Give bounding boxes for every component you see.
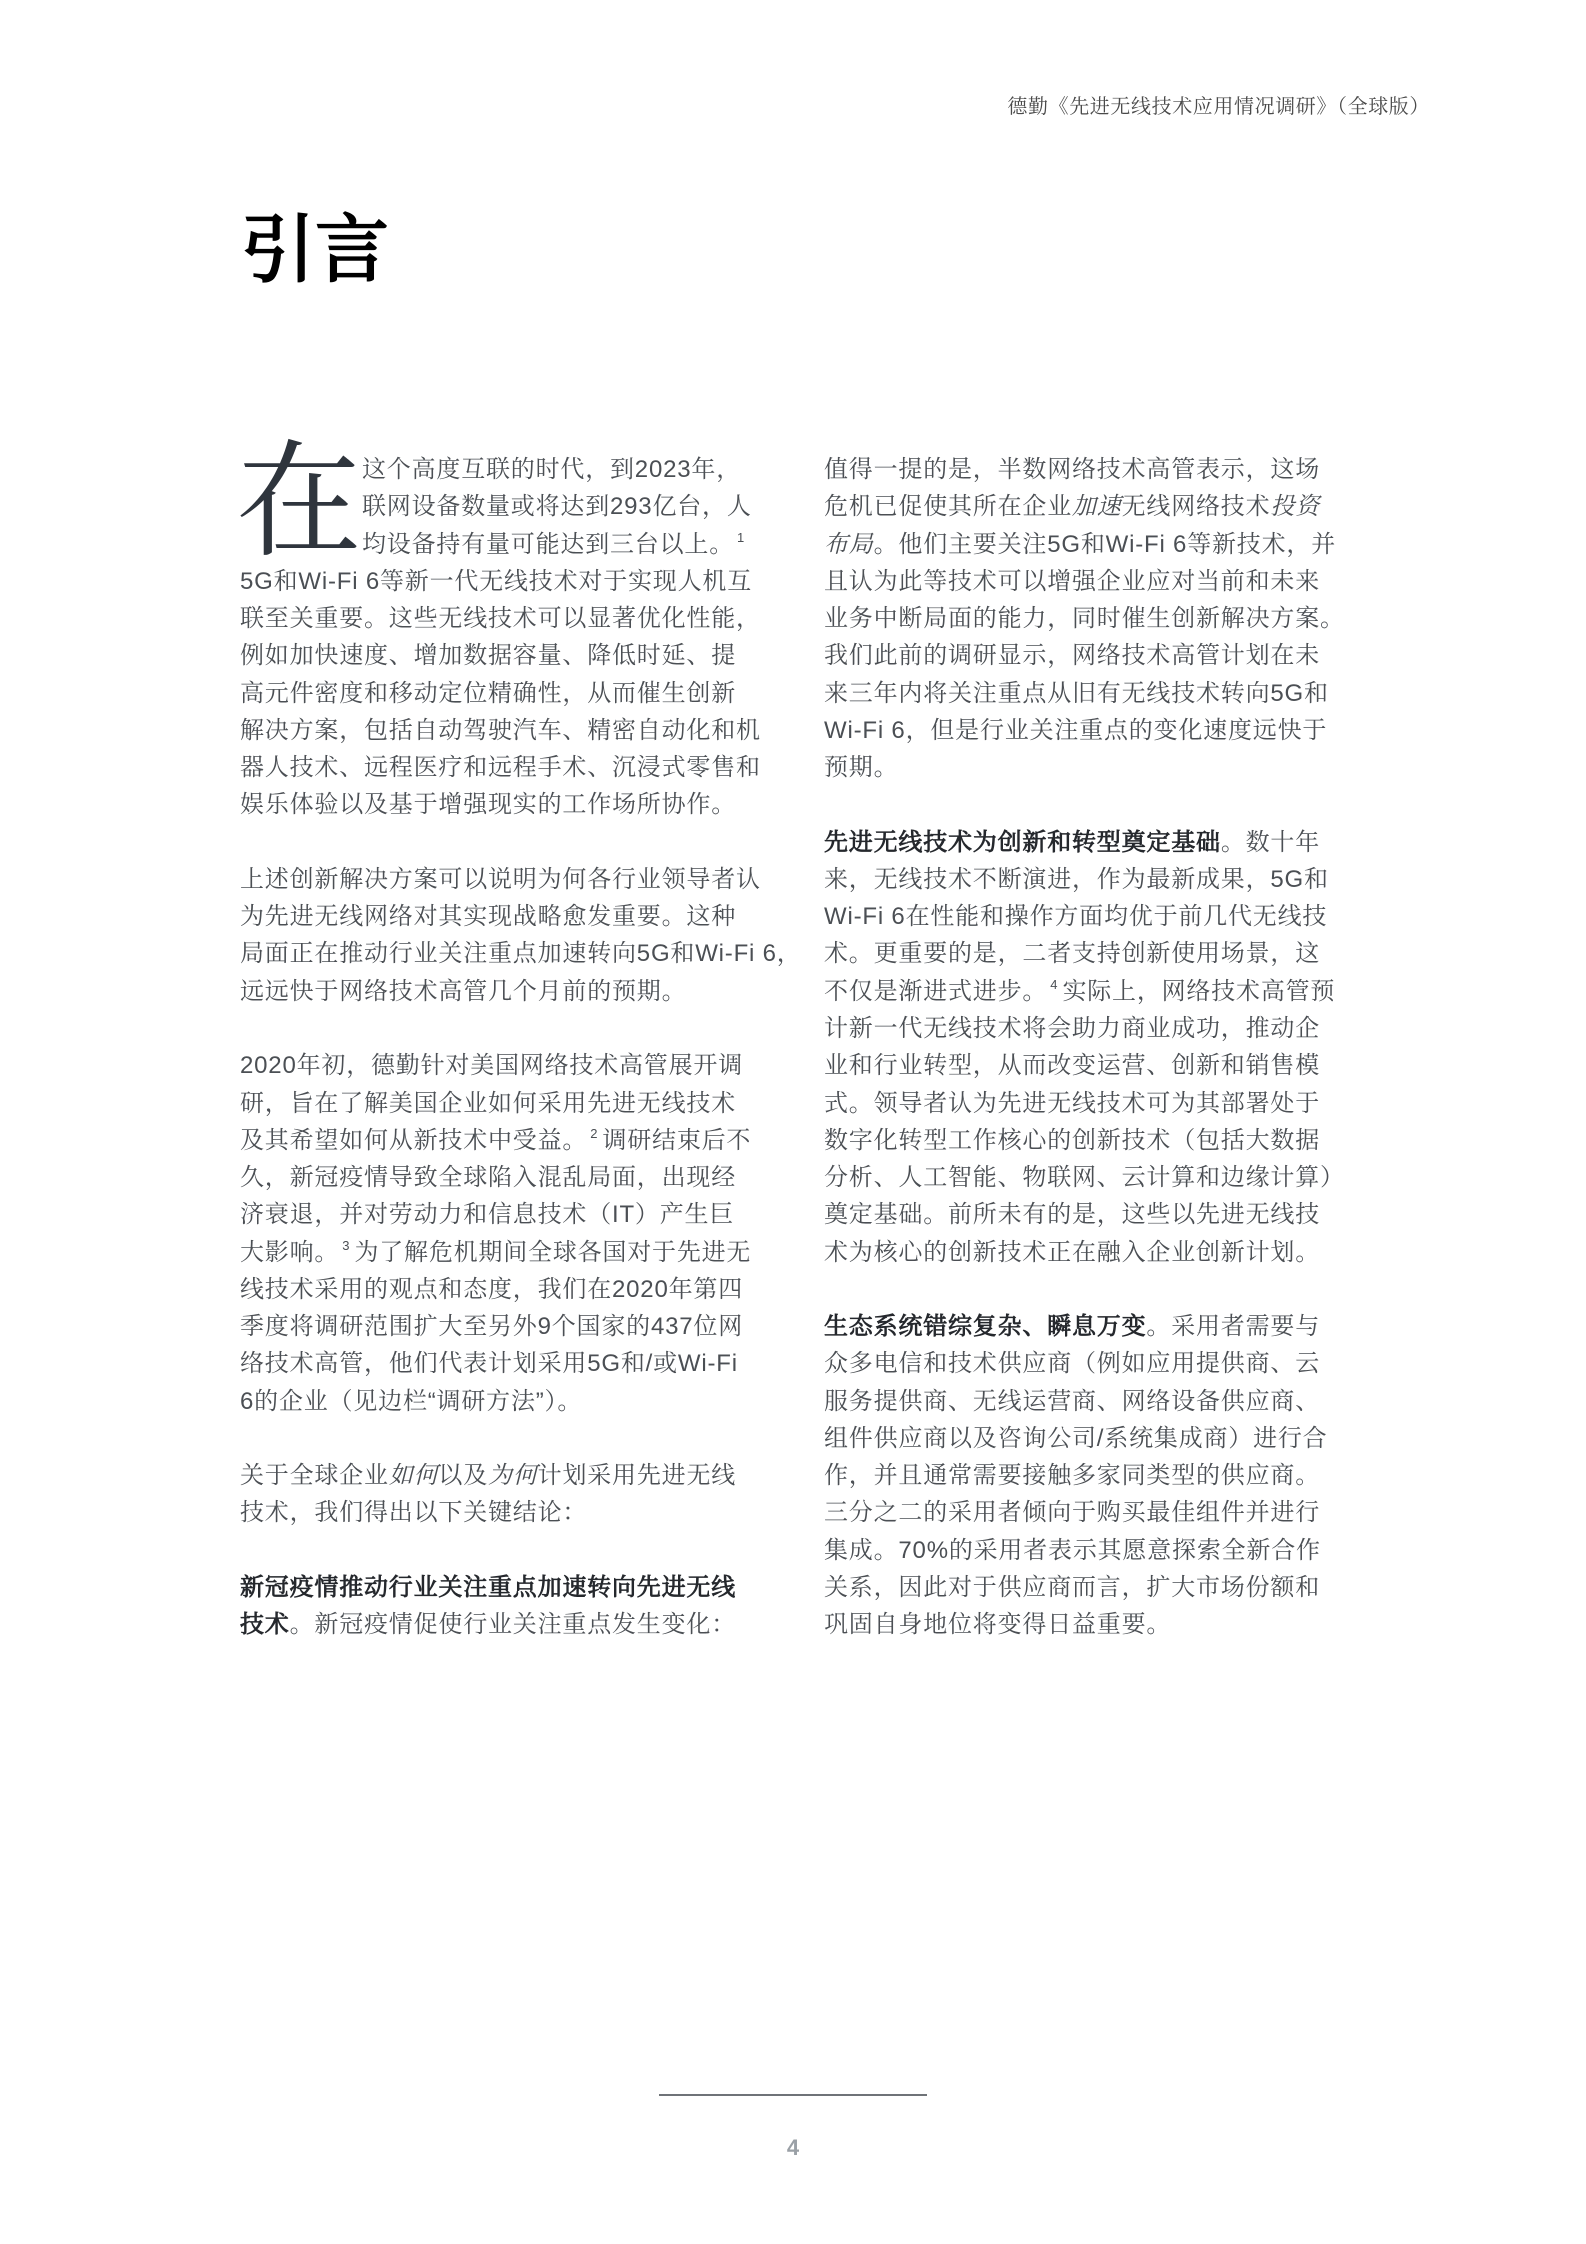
text-line	[824, 824, 1354, 861]
paragraph-finding-covid	[240, 1569, 770, 1644]
paragraph-finding-foundation	[824, 824, 1354, 1271]
paragraph-crisis-acceleration	[824, 451, 1354, 786]
text-line	[824, 1345, 1354, 1382]
paragraph-innovation	[240, 861, 802, 1010]
text-line	[824, 1532, 1354, 1569]
text-line	[240, 786, 770, 823]
text-segment: 业和行业转型，从而改变运营、创新和销售模	[824, 1052, 1320, 1080]
text-segment: 且认为此等技术可以增强企业应对当前和未来	[824, 567, 1320, 595]
text-segment: 研，旨在了解美国企业如何采用先进无线技术	[240, 1089, 736, 1117]
text-line	[824, 1494, 1354, 1531]
right-text-column	[824, 451, 1354, 1644]
text-segment: 关于全球企业	[240, 1462, 389, 1490]
text-line	[240, 637, 770, 674]
text-segment: 为先进无线网络对其实现战略愈发重要。这种	[240, 903, 736, 931]
footnote-marker: 1	[737, 529, 745, 545]
text-segment: 线技术采用的观点和态度，我们在2020年第四	[240, 1275, 743, 1303]
text-segment: 器人技术、远程医疗和远程手术、沉浸式零售和	[240, 754, 761, 782]
text-line	[240, 675, 770, 712]
text-segment: 业务中断局面的能力，同时催生创新解决方案。	[824, 605, 1345, 633]
text-segment: 数字化转型工作核心的创新技术（包括大数据	[824, 1126, 1320, 1154]
text-line	[240, 600, 770, 637]
text-segment: 预期。	[824, 754, 899, 782]
page-title: 引言	[241, 208, 389, 291]
text-line	[240, 935, 802, 972]
text-segment: 奠定基础。前所未有的是，这些以先进无线技	[824, 1201, 1320, 1229]
text-line	[240, 1569, 770, 1606]
text-segment: 集成。70%的采用者表示其愿意探索全新合作	[824, 1536, 1321, 1564]
text-segment: 技术，我们得出以下关键结论：	[240, 1499, 588, 1527]
text-segment: Wi-Fi 6在性能和操作方面均优于前几代无线技	[824, 903, 1328, 931]
text-segment: 远远快于网络技术高管几个月前的预期。	[240, 977, 687, 1005]
text-line	[240, 1606, 770, 1643]
text-line	[824, 451, 1354, 488]
text-segment: 大影响。	[240, 1238, 340, 1266]
italic-emphasis: 如何	[388, 1462, 439, 1490]
finding-heading: 新冠疫情推动行业关注重点加速转向先进无线	[240, 1573, 736, 1601]
text-line	[240, 1383, 770, 1420]
text-line	[240, 1122, 770, 1159]
text-segment: 高元件密度和移动定位精确性，从而催生创新	[240, 679, 736, 707]
text-segment: 上述创新解决方案可以说明为何各行业领导者认	[240, 865, 761, 893]
text-line	[240, 749, 770, 786]
text-line	[240, 1308, 770, 1345]
italic-emphasis: 加速	[1072, 493, 1122, 521]
running-header-title: 德勤《先进无线技术应用情况调研》（全球版）	[1007, 96, 1430, 118]
text-segment: 季度将调研范围扩大至另外9个国家的437位网	[240, 1313, 743, 1341]
italic-emphasis: 投资	[1270, 493, 1321, 521]
finding-heading: 先进无线技术为创新和转型奠定基础	[824, 828, 1221, 856]
text-segment: 关系，因此对于供应商而言，扩大市场份额和	[824, 1573, 1320, 1601]
text-segment: 术为核心的创新技术正在融入企业创新计划。	[824, 1238, 1320, 1266]
text-line	[240, 1494, 770, 1531]
text-line	[824, 712, 1354, 749]
text-segment: 我们此前的调研显示，网络技术高管计划在未	[824, 642, 1320, 670]
text-segment: 作，并且通常需要接触多家同类型的供应商。	[824, 1462, 1320, 1490]
text-segment: 调研结束后不	[602, 1126, 752, 1154]
text-segment: 联至关重要。这些无线技术可以显著优化性能，	[240, 605, 761, 633]
text-segment: 解决方案，包括自动驾驶汽车、精密自动化和机	[240, 716, 761, 744]
text-line	[824, 1383, 1354, 1420]
text-line	[824, 898, 1354, 935]
text-segment: 。采用者需要与	[1146, 1313, 1321, 1341]
text-line	[824, 1122, 1354, 1159]
text-line	[240, 1234, 770, 1271]
text-segment: 无线网络技术	[1121, 493, 1271, 521]
text-line	[824, 749, 1354, 786]
footnote-marker: 3	[342, 1237, 350, 1253]
italic-emphasis: 为何	[488, 1462, 538, 1490]
text-segment: 为了解危机期间全球各国对于先进无	[354, 1238, 752, 1266]
text-segment: 。数十年	[1220, 828, 1321, 856]
text-line	[240, 1271, 770, 1308]
paragraph-finding-ecosystem	[824, 1308, 1354, 1643]
text-line	[824, 1569, 1354, 1606]
text-line	[824, 1420, 1354, 1457]
text-segment: 巩固自身地位将变得日益重要。	[824, 1611, 1172, 1639]
text-segment: 分析、人工智能、物联网、云计算和边缘计算）	[824, 1164, 1345, 1192]
paragraph-survey	[240, 1047, 770, 1420]
text-segment: 6的企业（见边栏“调研方法”）。	[240, 1387, 583, 1415]
text-line	[824, 526, 1354, 563]
text-line	[824, 1234, 1354, 1271]
text-line	[824, 1457, 1354, 1494]
text-line	[824, 935, 1354, 972]
text-line	[240, 1159, 770, 1196]
text-segment: 危机已促使其所在企业	[824, 493, 1072, 521]
text-segment: 众多电信和技术供应商（例如应用提供商、云	[824, 1350, 1320, 1378]
text-segment: 5G和Wi-Fi 6等新一代无线技术对于实现人机互	[240, 567, 752, 595]
text-segment: 。他们主要关注5G和Wi-Fi 6等新技术，并	[873, 530, 1337, 558]
text-line	[240, 1085, 770, 1122]
text-segment: 及其希望如何从新技术中受益。	[240, 1126, 588, 1154]
text-line	[824, 1196, 1354, 1233]
text-segment: 来，无线技术不断演进，作为最新成果，5G和	[824, 865, 1329, 893]
text-line	[240, 973, 770, 1010]
text-segment: 不仅是渐进式进步。	[824, 977, 1048, 1005]
text-segment: 服务提供商、无线运营商、网络设备供应商、	[824, 1387, 1320, 1415]
text-segment: 计划采用先进无线	[537, 1462, 737, 1490]
text-segment: 2020年初，德勤针对美国网络技术高管展开调	[240, 1052, 743, 1080]
italic-emphasis: 布局	[824, 530, 874, 558]
text-segment: 来三年内将关注重点从旧有无线技术转向5G和	[824, 679, 1329, 707]
text-line	[824, 675, 1354, 712]
footer-divider	[659, 2094, 927, 2096]
text-segment: 例如加快速度、增加数据容量、降低时延、提	[240, 642, 736, 670]
text-line	[240, 861, 770, 898]
text-line	[240, 1047, 770, 1084]
text-segment: 以及	[438, 1462, 489, 1490]
text-segment: 均设备持有量可能达到三台以上。	[362, 530, 734, 558]
text-segment: 组件供应商以及咨询公司/系统集成商）进行合	[824, 1424, 1328, 1452]
text-segment: 济衰退，并对劳动力和信息技术（IT）产生巨	[240, 1201, 735, 1229]
text-line	[824, 1047, 1354, 1084]
text-line	[240, 1196, 770, 1233]
text-segment: 局面正在推动行业关注重点加速转向5G和Wi-Fi 6，	[240, 940, 802, 968]
left-text-column	[236, 431, 802, 1644]
footnote-marker: 4	[1050, 976, 1058, 992]
text-segment: 式。领导者认为先进无线技术可为其部署处于	[824, 1089, 1320, 1117]
text-segment: Wi-Fi 6，但是行业关注重点的变化速度远快于	[824, 716, 1328, 744]
text-line	[824, 563, 1354, 600]
text-line	[240, 898, 770, 935]
text-segment: 计新一代无线技术将会助力商业成功，推动企	[824, 1014, 1320, 1042]
text-line	[824, 1606, 1354, 1643]
text-line	[824, 637, 1354, 674]
text-line	[824, 1010, 1354, 1047]
text-line	[240, 1457, 770, 1494]
text-line	[240, 1345, 770, 1382]
text-segment: 值得一提的是，半数网络技术高管表示，这场	[824, 456, 1320, 483]
finding-heading: 技术	[240, 1611, 290, 1639]
text-segment: 术。更重要的是，二者支持创新使用场景，这	[824, 940, 1320, 968]
text-line	[824, 1085, 1354, 1122]
paragraph-key-findings-intro	[240, 1457, 770, 1532]
text-segment: 络技术高管，他们代表计划采用5G和/或Wi-Fi	[240, 1350, 738, 1378]
text-segment: 娱乐体验以及基于增强现实的工作场所协作。	[240, 791, 736, 819]
finding-heading: 生态系统错综复杂、瞬息万变	[824, 1313, 1147, 1341]
text-segment: 这个高度互联的时代，到2023年，	[362, 456, 741, 483]
page-number: 4	[786, 2135, 800, 2160]
text-segment: 久，新冠疫情导致全球陷入混乱局面，出现经	[240, 1164, 736, 1192]
text-line	[824, 1308, 1354, 1345]
text-line	[824, 488, 1354, 525]
drop-cap: 在	[236, 431, 362, 572]
text-line	[240, 712, 770, 749]
text-line	[824, 1159, 1354, 1196]
text-segment: 联网设备数量或将达到293亿台，人	[362, 493, 752, 521]
text-segment: 。新冠疫情促使行业关注重点发生变化：	[289, 1611, 737, 1639]
footnote-marker: 2	[590, 1125, 598, 1141]
text-line	[824, 600, 1354, 637]
text-line	[824, 861, 1354, 898]
text-segment: 实际上，网络技术高管预	[1062, 977, 1336, 1005]
text-segment: 三分之二的采用者倾向于购买最佳组件并进行	[824, 1499, 1320, 1527]
text-line	[824, 973, 1354, 1010]
